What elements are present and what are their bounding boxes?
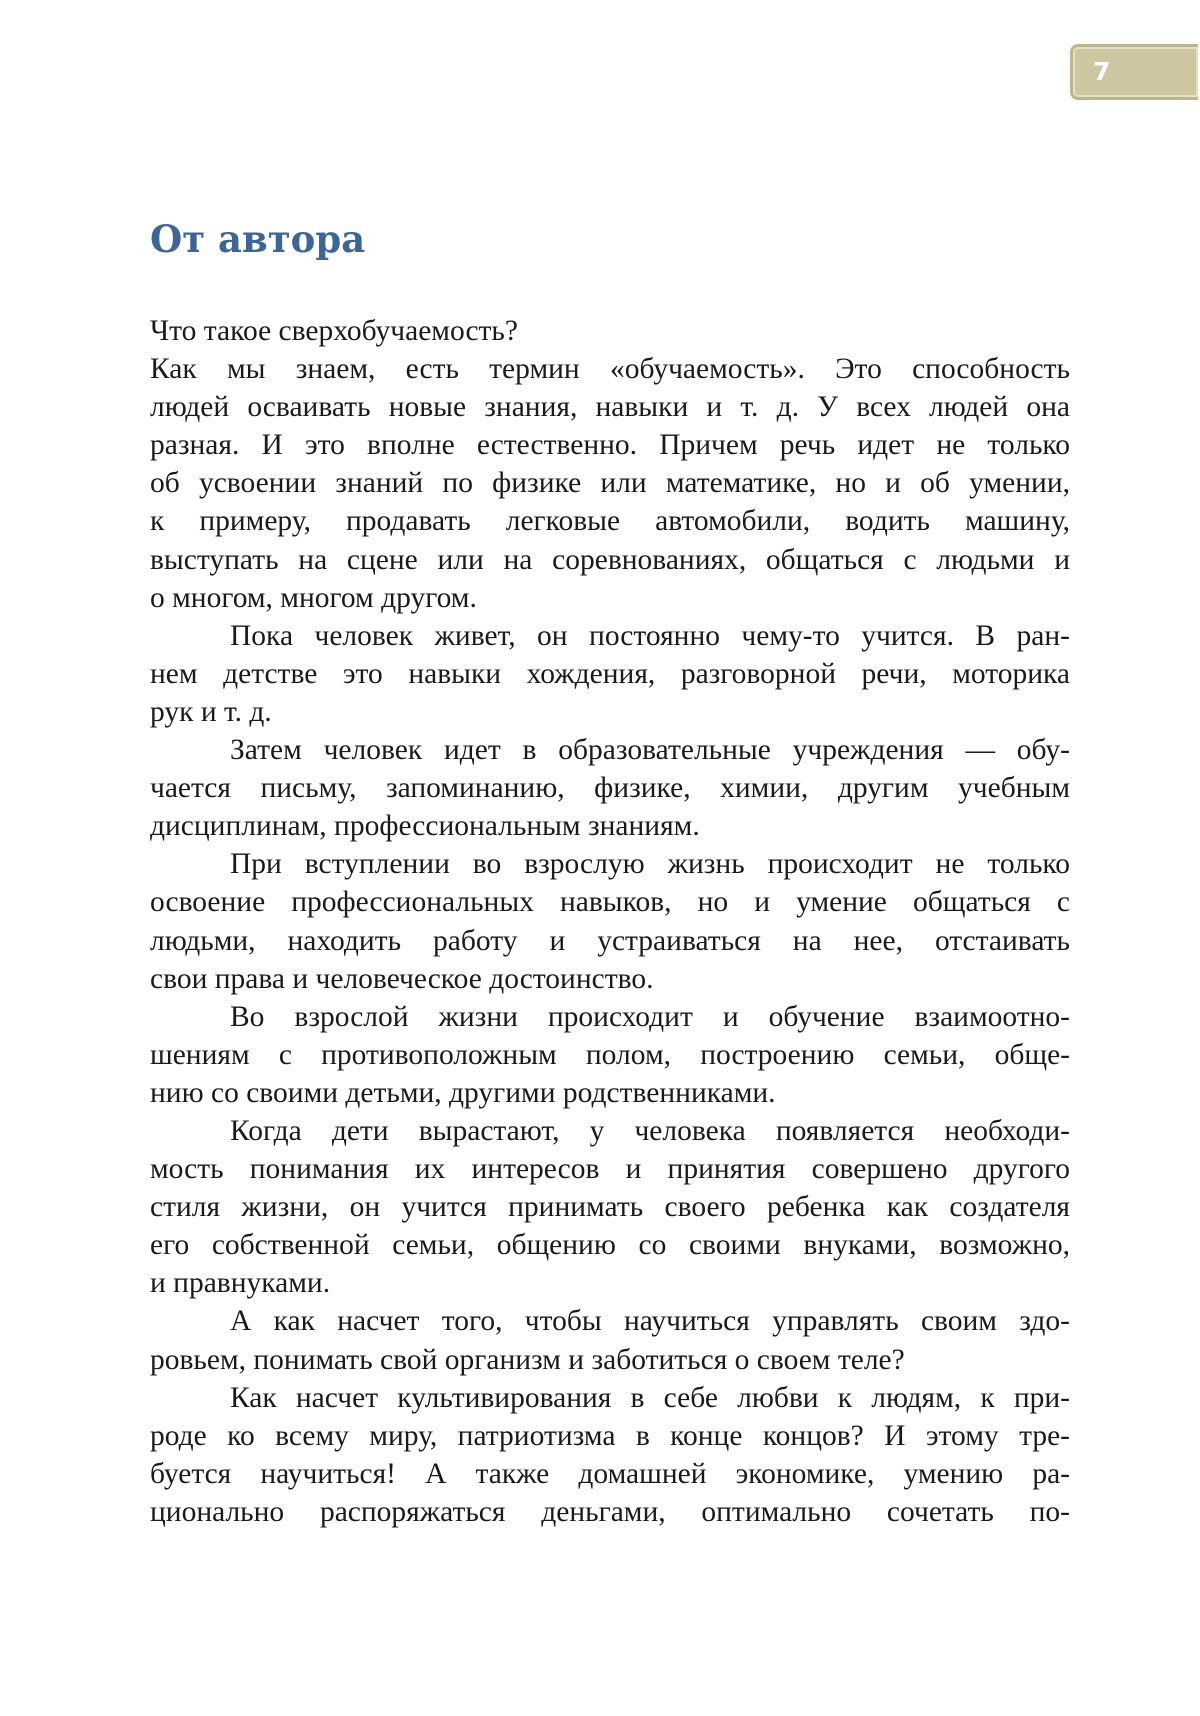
page-number: 7 — [1093, 56, 1110, 88]
text-line: нем детстве это навыки хождения, разговорной речи, моторика — [150, 655, 1070, 693]
text-line: к примеру, продавать легковые автомобили, водить машину, — [150, 502, 1070, 540]
text-line: Затем человек идет в образовательные учреждения — обу- — [150, 731, 1070, 769]
text-line: рук и т. д. — [150, 693, 1070, 731]
text-line: роде ко всему миру, патриотизма в конце концов? И этому тре- — [150, 1417, 1070, 1455]
text-line: чается письму, запоминанию, физике, химии, другим учебным — [150, 769, 1070, 807]
page-number-tab — [1070, 44, 1198, 100]
text-line: шениям с противоположным полом, построению семьи, обще- — [150, 1036, 1070, 1074]
text-line: нию со своими детьми, другими родственниками. — [150, 1074, 1070, 1112]
text-line: свои права и человеческое достоинство. — [150, 960, 1070, 998]
text-line: людьми, находить работу и устраиваться на нее, отстаивать — [150, 922, 1070, 960]
text-line: дисциплинам, профессиональным знаниям. — [150, 807, 1070, 845]
text-line: буется научиться! А также домашней экономике, умению ра- — [150, 1455, 1070, 1493]
text-line: разная. И это вполне естественно. Причем речь идет не только — [150, 426, 1070, 464]
text-line: ровьем, понимать свой организм и заботиться о своем теле? — [150, 1341, 1070, 1379]
text-line: Как насчет культивирования в себе любви к людям, к при- — [150, 1379, 1070, 1417]
text-line: его собственной семьи, общению со своими внуками, возможно, — [150, 1226, 1070, 1264]
text-line: Как мы знаем, есть термин «обучаемость». Это способность — [150, 350, 1070, 388]
text-line: Когда дети вырастают, у человека появляется необходи- — [150, 1112, 1070, 1150]
text-line: Что такое сверхобучаемость? — [150, 312, 1070, 350]
text-line: об усвоении знаний по физике или математике, но и об умении, — [150, 464, 1070, 502]
text-line: стиля жизни, он учится принимать своего ребенка как создателя — [150, 1188, 1070, 1226]
chapter-title: От автора — [150, 212, 365, 266]
text-line: При вступлении во взрослую жизнь происходит не только — [150, 845, 1070, 883]
text-line: ционально распоряжаться деньгами, оптимально сочетать по- — [150, 1493, 1070, 1531]
text-line: мость понимания их интересов и принятия совершено другого — [150, 1150, 1070, 1188]
text-line: о многом, многом другом. — [150, 579, 1070, 617]
text-line: выступать на сцене или на соревнованиях, общаться с людьми и — [150, 541, 1070, 579]
text-line: А как насчет того, чтобы научиться управлять своим здо- — [150, 1302, 1070, 1340]
text-line: Во взрослой жизни происходит и обучение взаимоотно- — [150, 998, 1070, 1036]
text-line: людей осваивать новые знания, навыки и т. д. У всех людей она — [150, 388, 1070, 426]
text-line: освоение профессиональных навыков, но и умение общаться с — [150, 883, 1070, 921]
text-line: Пока человек живет, он постоянно чему-то учится. В ран- — [150, 617, 1070, 655]
body-text — [150, 312, 1070, 1531]
text-line: и правнуками. — [150, 1264, 1070, 1302]
